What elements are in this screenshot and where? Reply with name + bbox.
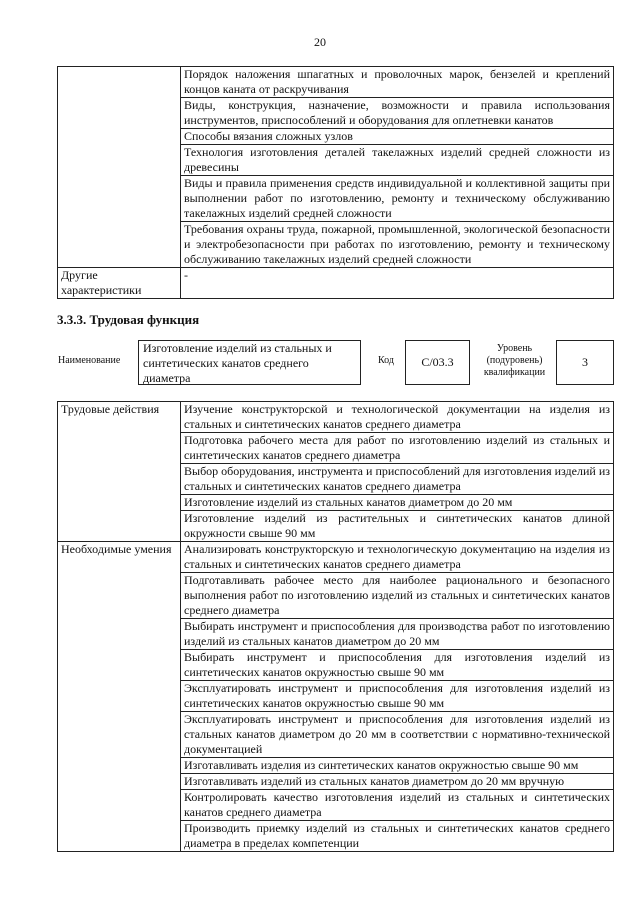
labor-action-item: Подготовка рабочего места для работ по изготовлению изделий из стальных и синтетических канатов среднего диаметра (181, 433, 614, 464)
function-name-box: Изготовление изделий из стальных и синтетических канатов среднего диаметра (138, 340, 361, 385)
labor-action-item: Выбор оборудования, инструмента и приспособлений для изготовления изделий из стальных и синтетических канатов среднего диаметра (181, 464, 614, 495)
skill-item: Изготавливать изделий из стальных канатов диаметром до 20 мм вручную (181, 774, 614, 790)
skill-item: Эксплуатировать инструмент и приспособления для изготовления изделий из стальных канатов диаметром до 20 мм в соответствии с нормативно-технической документацией (181, 712, 614, 758)
skill-item: Эксплуатировать инструмент и приспособления для изготовления изделий из синтетических канатов окружностью свыше 90 мм (181, 681, 614, 712)
table-row (58, 268, 614, 299)
required-skills-label: Необходимые умения (58, 542, 181, 852)
page-number: 20 (314, 35, 326, 49)
table-row (58, 402, 614, 433)
skill-item: Изготавливать изделия из синтетических канатов окружностью свыше 90 мм (181, 758, 614, 774)
knowledge-item: Способы вязания сложных узлов (181, 129, 614, 145)
knowledge-item: Виды, конструкция, назначение, возможности и правила использования инструментов, приспособлений и оборудования для оплетневки канатов (181, 98, 614, 129)
code-label: Код (378, 355, 394, 366)
empty-left-cell (58, 67, 181, 268)
knowledge-item: Технология изготовления деталей такелажных изделий средней сложности из древесины (181, 145, 614, 176)
labor-action-item: Изготовление изделий из стальных канатов диаметром до 20 мм (181, 495, 614, 511)
skill-item: Производить приемку изделий из стальных и синтетических канатов среднего диаметра в пределах компетенции (181, 821, 614, 852)
table-row (58, 67, 614, 98)
skill-item: Выбирать инструмент и приспособления для производства работ по изготовлению изделий из стальных канатов диаметром до 20 мм (181, 619, 614, 650)
knowledge-item: Виды и правила применения средств индивидуальной и коллективной защиты при выполнении работ по изготовлению, ремонту и техническому обслуживанию такелажных изделий средней сложности (181, 176, 614, 222)
knowledge-table-continued (57, 66, 614, 299)
skill-item: Анализировать конструкторскую и технологическую документацию на изделия из стальных и синтетических канатов среднего диаметра (181, 542, 614, 573)
labor-action-item: Изучение конструкторской и технологической документации на изделия из стальных и синтетических канатов среднего диаметра (181, 402, 614, 433)
function-details-table (57, 401, 614, 852)
knowledge-item: Порядок наложения шпагатных и проволочных марок, бензелей и креплений концов каната от раскручивания (181, 67, 614, 98)
other-characteristics-label: Другие характеристики (58, 268, 181, 299)
skill-item: Контролировать качество изготовления изделий из стальных и синтетических канатов среднего диаметра (181, 790, 614, 821)
function-code-box: C/03.3 (405, 340, 470, 385)
level-label: Уровень (подуровень) квалификации (483, 343, 546, 378)
skill-item: Подготавливать рабочее место для наиболее рационального и безопасного выполнения работ по изготовлению изделий из стальных и синтетических канатов среднего диаметра (181, 573, 614, 619)
labor-action-item: Изготовление изделий из растительных и синтетических канатов длиной окружности свыше 90 мм (181, 511, 614, 542)
level-value-box: 3 (556, 340, 614, 385)
other-characteristics-value: - (181, 268, 614, 299)
knowledge-item: Требования охраны труда, пожарной, промышленной, экологической безопасности и электробезопасности при работах по изготовлению, ремонту и техническому обслуживанию такелажных изделий средней сложности (181, 222, 614, 268)
name-label: Наименование (58, 355, 121, 366)
skill-item: Выбирать инструмент и приспособления для изготовления изделий из синтетических канатов окружностью свыше 90 мм (181, 650, 614, 681)
table-row (58, 542, 614, 573)
section-heading: 3.3.3. Трудовая функция (57, 312, 200, 327)
labor-actions-label: Трудовые действия (58, 402, 181, 542)
